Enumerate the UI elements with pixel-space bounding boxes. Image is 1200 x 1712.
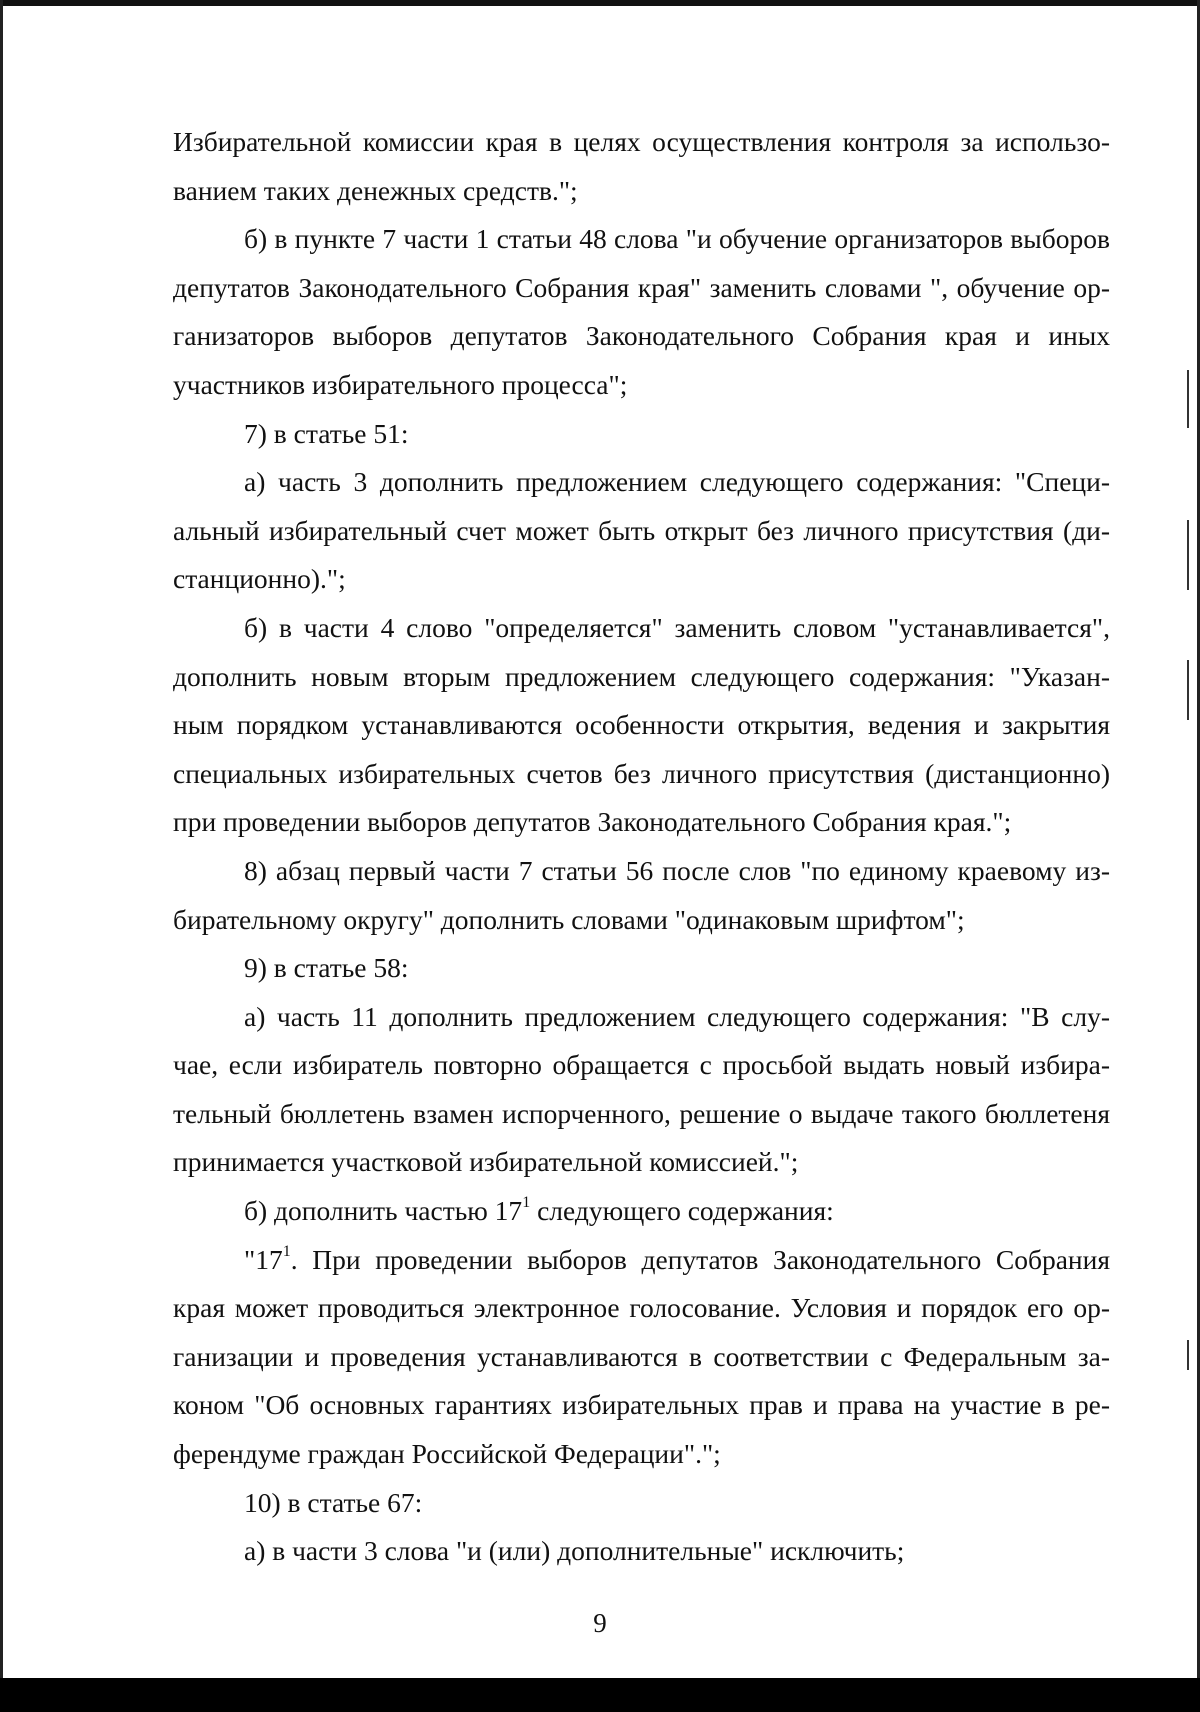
text-fragment: . При проведении выборов депутатов Законодательного Собрания [290, 1243, 1110, 1275]
text-line: 7) в статье 51: [244, 417, 409, 449]
text-fragment: "17 [244, 1243, 283, 1275]
page-number: 9 [593, 1608, 607, 1638]
superscript: 1 [522, 1193, 531, 1211]
text-line: 10) в статье 67: [244, 1486, 423, 1518]
text-line: а) в части 3 слова "и (или) дополнительные" исключить; [244, 1535, 905, 1567]
text-line: альный избирательный счет может быть открыт без личного присутствия (ди- [173, 514, 1110, 546]
text-line: ванием таких денежных средств."; [173, 174, 578, 206]
text-line: ганизаторов выборов депутатов Законодательного Собрания края и иных [173, 320, 1110, 352]
text-line: специальных избирательных счетов без личного присутствия (дистанционно) [173, 757, 1110, 789]
text-line: дополнить новым вторым предложением следующего содержания: "Указан- [173, 660, 1110, 692]
text-line: ферендуме граждан Российской Федерации"."; [173, 1438, 721, 1470]
text-line: при проведении выборов депутатов Законодательного Собрания края."; [173, 806, 1012, 838]
text-line: края может проводиться электронное голосование. Условия и порядок его ор- [173, 1292, 1110, 1324]
text-line [173, 1236, 1110, 1285]
text-line: б) в пункте 7 части 1 статьи 48 слова "и обучение организаторов выборов [244, 223, 1110, 255]
text-fragment: следующего содержания: [537, 1195, 834, 1227]
text-line: участников избирательного процесса"; [173, 368, 628, 400]
text-line: 9) в статье 58: [244, 952, 409, 984]
scan-mark [1187, 660, 1189, 720]
text-line: а) часть 11 дополнить предложением следующего содержания: "В слу- [244, 1000, 1110, 1032]
text-fragment: б) дополнить частью 17 [244, 1195, 523, 1227]
text-line: тельный бюллетень взамен испорченного, решение о выдаче такого бюллетеня [173, 1097, 1110, 1129]
text-line: ным порядком устанавливаются особенности открытия, ведения и закрытия [173, 709, 1110, 741]
scan-mark [1187, 370, 1189, 428]
text-line [173, 1187, 1110, 1236]
text-line: 8) абзац первый части 7 статьи 56 после слов "по единому краевому из- [244, 854, 1110, 886]
scan-left-edge [0, 0, 3, 1712]
scan-bottom-edge [0, 1678, 1200, 1712]
scan-mark [1187, 520, 1189, 590]
superscript: 1 [282, 1242, 291, 1260]
text-line: ганизации и проведения устанавливаются в соответствии с Федеральным за- [173, 1340, 1110, 1372]
text-line: Избирательной комиссии края в целях осуществления контроля за использо- [173, 126, 1110, 157]
text-line: станционно)."; [173, 563, 346, 595]
text-line: а) часть 3 дополнить предложением следующего содержания: "Специ- [244, 466, 1110, 498]
scan-mark [1187, 1340, 1189, 1370]
text-line: принимается участковой избирательной комиссией."; [173, 1146, 799, 1178]
scan-top-edge [0, 0, 1200, 6]
text-line: коном "Об основных гарантиях избирательных прав и права на участие в ре- [173, 1389, 1110, 1421]
text-line: депутатов Законодательного Собрания края" заменить словами ", обучение ор- [173, 271, 1110, 303]
text-line: бирательному округу" дополнить словами "одинаковым шрифтом"; [173, 903, 965, 935]
text-line: чае, если избиратель повторно обращается с просьбой выдать новый избира- [173, 1049, 1110, 1081]
document-body [173, 118, 1110, 1576]
text-line: б) в части 4 слово "определяется" заменить словом "устанавливается", [244, 611, 1110, 643]
